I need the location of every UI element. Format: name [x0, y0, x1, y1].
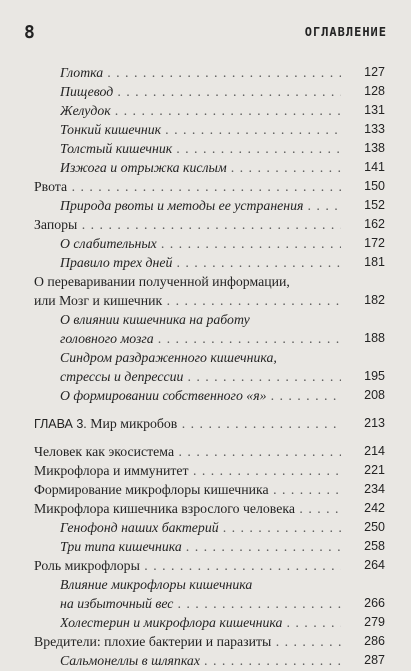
toc-entry-page: 128 [341, 84, 385, 98]
toc-entry [0, 273, 411, 292]
toc-entry [0, 64, 411, 83]
toc-entry-page: 127 [341, 65, 385, 79]
toc-entry-page: 195 [341, 369, 385, 383]
toc-entry-title: Холестерин и микрофлора кишечника . . . [60, 615, 353, 631]
toc-entry-title: О формировании собственного «я» . . . [60, 388, 353, 404]
toc-entry [0, 235, 411, 254]
toc-entry [0, 330, 411, 349]
toc-entry-page: 258 [341, 539, 385, 553]
toc-entry-page: 188 [341, 331, 385, 345]
toc-entry-title: Толстый кишечник . . . [60, 141, 353, 157]
toc-entry-title: Изжога и отрыжка кислым . . . [60, 160, 353, 176]
toc-entry [0, 83, 411, 102]
toc-entry-title: или Мозг и кишечник . . . [34, 293, 353, 309]
toc-entry [0, 102, 411, 121]
toc-entry-page: 133 [341, 122, 385, 136]
toc-entry [0, 254, 411, 273]
toc-entry-title: Человек как экосистема . . . [34, 444, 353, 460]
toc-entry-title: Вредители: плохие бактерии и паразиты . . . [34, 634, 353, 650]
toc-entry [0, 311, 411, 330]
toc-entry-title: Запоры . . . [34, 217, 353, 233]
toc-entry-page: 138 [341, 141, 385, 155]
toc-entry-page: 208 [341, 388, 385, 402]
toc-entry-title: Сальмонеллы в шляпках . . . [60, 653, 353, 669]
toc-entry-title: Роль микрофлоры . . . [34, 558, 353, 574]
toc-entry-page: 234 [341, 482, 385, 496]
toc-entry-title: стрессы и депрессии . . . [60, 369, 353, 385]
toc-entry-page: 242 [341, 501, 385, 515]
toc-entry-title: Желудок . . . [60, 103, 353, 119]
toc-entry [0, 292, 411, 311]
toc-entry [0, 652, 411, 671]
toc-entry-title: Микрофлора и иммунитет . . . [34, 463, 353, 479]
toc-entry [0, 197, 411, 216]
toc-entry-title: О переваривании полученной информации, [34, 274, 290, 289]
toc-entry-title: ГЛАВА 3. Мир микробов . . . [34, 416, 353, 432]
toc-entry-title: Правило трех дней . . . [60, 255, 353, 271]
toc-entry-page: 214 [341, 444, 385, 458]
toc-entry [0, 576, 411, 595]
page-number: 8 [24, 21, 35, 43]
toc-entry [0, 633, 411, 652]
toc-entry-title: Природа рвоты и методы ее устранения . . . [60, 198, 353, 214]
toc-entry-title: головного мозга . . . [60, 331, 353, 347]
toc-entry-page: 172 [341, 236, 385, 250]
toc-entry [0, 349, 411, 368]
toc-entry-title: Тонкий кишечник . . . [60, 122, 353, 138]
toc-entry-page: 286 [341, 634, 385, 648]
toc-entry [0, 462, 411, 481]
toc-entry-title: О влиянии кишечника на работу [60, 312, 250, 327]
table-of-contents [0, 64, 411, 671]
toc-entry-page: 264 [341, 558, 385, 572]
toc-entry-title: Формирование микрофлоры кишечника . . . [34, 482, 353, 498]
toc-entry-page: 152 [341, 198, 385, 212]
toc-entry-title: Синдром раздраженного кишечника, [60, 350, 277, 365]
toc-entry-title: Пищевод . . . [60, 84, 353, 100]
toc-entry [0, 614, 411, 633]
running-title: ОГЛАВЛЕНИЕ [304, 25, 387, 39]
toc-entry [0, 500, 411, 519]
toc-entry [0, 481, 411, 500]
toc-entry-title: на избыточный вес . . . [60, 596, 353, 612]
toc-entry [0, 216, 411, 235]
toc-entry-page: 221 [341, 463, 385, 477]
toc-entry-page: 131 [341, 103, 385, 117]
toc-entry-title: Рвота . . . [34, 179, 353, 195]
toc-entry [0, 415, 411, 434]
toc-entry-title: О слабительных . . . [60, 236, 353, 252]
toc-entry-title: Три типа кишечника . . . [60, 539, 353, 555]
toc-entry-title: Глотка . . . [60, 65, 353, 81]
toc-entry-page: 162 [341, 217, 385, 231]
toc-entry-page: 181 [341, 255, 385, 269]
toc-entry [0, 519, 411, 538]
toc-entry [0, 140, 411, 159]
toc-entry-page: 266 [341, 596, 385, 610]
page-header [24, 22, 387, 42]
toc-entry-page: 287 [341, 653, 385, 667]
toc-entry-title: Микрофлора кишечника взрослого человека . . . [34, 501, 353, 517]
toc-entry [0, 595, 411, 614]
toc-entry [0, 387, 411, 406]
toc-entry [0, 557, 411, 576]
toc-entry [0, 443, 411, 462]
toc-entry [0, 121, 411, 140]
toc-entry [0, 538, 411, 557]
toc-entry-title: Влияние микрофлоры кишечника [60, 577, 253, 592]
toc-entry [0, 368, 411, 387]
toc-entry [0, 159, 411, 178]
toc-entry-page: 250 [341, 520, 385, 534]
toc-entry-page: 150 [341, 179, 385, 193]
toc-entry-page: 141 [341, 160, 385, 174]
toc-entry-page: 182 [341, 293, 385, 307]
toc-entry [0, 178, 411, 197]
toc-entry-page: 213 [341, 416, 385, 430]
toc-entry-title: Генофонд наших бактерий . . . [60, 520, 353, 536]
chapter-label: ГЛАВА 3. [34, 417, 91, 431]
toc-entry-page: 279 [341, 615, 385, 629]
